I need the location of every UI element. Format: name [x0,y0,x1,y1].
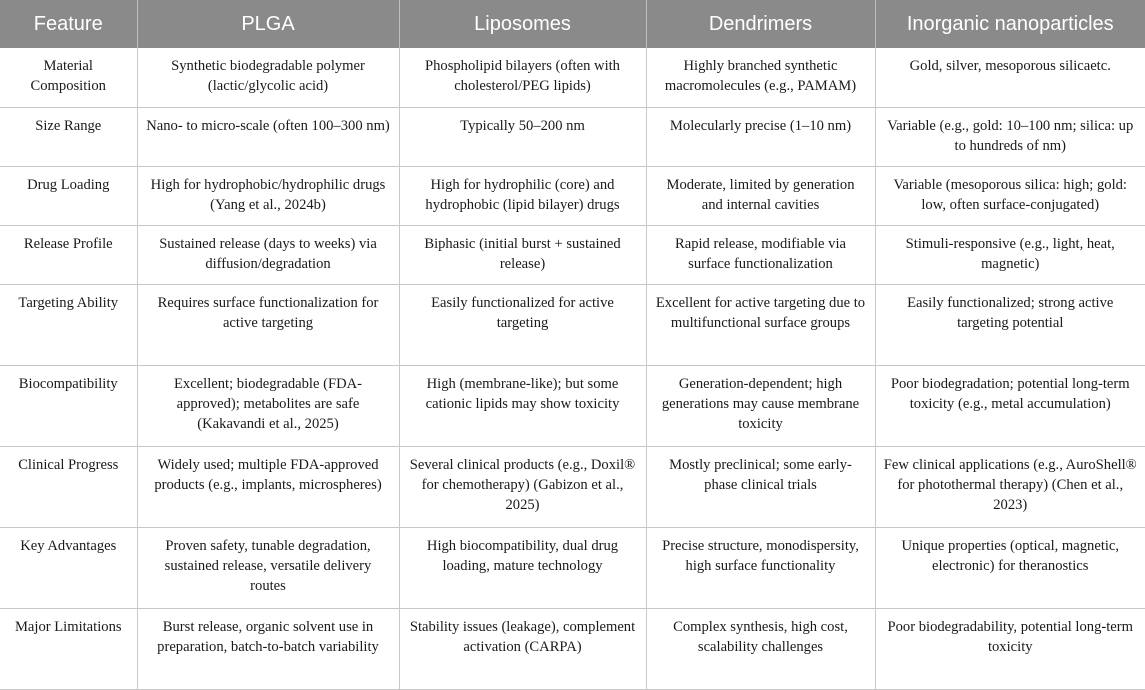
liposomes-cell: Easily functionalized for active targeting [399,284,646,365]
liposomes-cell: Biphasic (initial burst + sustained release) [399,225,646,284]
header-inorganic-nanoparticles: Inorganic nanoparticles [875,0,1145,48]
feature-cell: Key Advantages [0,527,137,608]
plga-cell: Nano- to micro-scale (often 100–300 nm) [137,107,399,166]
feature-cell: Material Composition [0,48,137,107]
liposomes-cell: Typically 50–200 nm [399,107,646,166]
dendrimers-cell: Complex synthesis, high cost, scalability challenges [646,608,875,689]
liposomes-cell: Phospholipid bilayers (often with cholesterol/PEG lipids) [399,48,646,107]
plga-cell: Synthetic biodegradable polymer (lactic/glycolic acid) [137,48,399,107]
dendrimers-cell: Highly branched synthetic macromolecules (e.g., PAMAM) [646,48,875,107]
inorganic-cell: Unique properties (optical, magnetic, electronic) for theranostics [875,527,1145,608]
table-row [0,446,1145,527]
table-row [0,48,1145,107]
inorganic-cell: Few clinical applications (e.g., AuroShell® for photothermal therapy) (Chen et al., 2023) [875,446,1145,527]
inorganic-cell: Gold, silver, mesoporous silicaetc. [875,48,1145,107]
inorganic-cell: Easily functionalized; strong active targeting potential [875,284,1145,365]
table-row [0,365,1145,446]
liposomes-cell: Several clinical products (e.g., Doxil® for chemotherapy) (Gabizon et al., 2025) [399,446,646,527]
plga-cell: Burst release, organic solvent use in preparation, batch-to-batch variability [137,608,399,689]
feature-cell: Clinical Progress [0,446,137,527]
feature-cell: Biocompatibility [0,365,137,446]
dendrimers-cell: Moderate, limited by generation and internal cavities [646,166,875,225]
table-body [0,48,1145,689]
dendrimers-cell: Excellent for active targeting due to multifunctional surface groups [646,284,875,365]
inorganic-cell: Variable (e.g., gold: 10–100 nm; silica: up to hundreds of nm) [875,107,1145,166]
liposomes-cell: High for hydrophilic (core) and hydrophobic (lipid bilayer) drugs [399,166,646,225]
dendrimers-cell: Mostly preclinical; some early-phase clinical trials [646,446,875,527]
inorganic-cell: Poor biodegradability, potential long-term toxicity [875,608,1145,689]
dendrimers-cell: Rapid release, modifiable via surface functionalization [646,225,875,284]
plga-cell: Requires surface functionalization for active targeting [137,284,399,365]
feature-cell: Drug Loading [0,166,137,225]
plga-cell: Widely used; multiple FDA-approved products (e.g., implants, microspheres) [137,446,399,527]
feature-cell: Release Profile [0,225,137,284]
inorganic-cell: Poor biodegradation; potential long-term toxicity (e.g., metal accumulation) [875,365,1145,446]
feature-cell: Size Range [0,107,137,166]
plga-cell: Excellent; biodegradable (FDA-approved); metabolites are safe (Kakavandi et al., 2025) [137,365,399,446]
dendrimers-cell: Precise structure, monodispersity, high surface functionality [646,527,875,608]
inorganic-cell: Stimuli-responsive (e.g., light, heat, magnetic) [875,225,1145,284]
header-plga: PLGA [137,0,399,48]
feature-cell: Targeting Ability [0,284,137,365]
table-row [0,107,1145,166]
liposomes-cell: Stability issues (leakage), complement activation (CARPA) [399,608,646,689]
plga-cell: High for hydrophobic/hydrophilic drugs (Yang et al., 2024b) [137,166,399,225]
table-row [0,284,1145,365]
header-liposomes: Liposomes [399,0,646,48]
feature-cell: Major Limitations [0,608,137,689]
table-row [0,527,1145,608]
inorganic-cell: Variable (mesoporous silica: high; gold: low, often surface-conjugated) [875,166,1145,225]
header-row [0,0,1145,48]
table-row [0,608,1145,689]
table-header [0,0,1145,48]
table-row [0,225,1145,284]
plga-cell: Sustained release (days to weeks) via diffusion/degradation [137,225,399,284]
dendrimers-cell: Generation-dependent; high generations may cause membrane toxicity [646,365,875,446]
header-dendrimers: Dendrimers [646,0,875,48]
dendrimers-cell: Molecularly precise (1–10 nm) [646,107,875,166]
liposomes-cell: High biocompatibility, dual drug loading, mature technology [399,527,646,608]
table-row [0,166,1145,225]
plga-cell: Proven safety, tunable degradation, sustained release, versatile delivery routes [137,527,399,608]
header-feature: Feature [0,0,137,48]
liposomes-cell: High (membrane-like); but some cationic lipids may show toxicity [399,365,646,446]
